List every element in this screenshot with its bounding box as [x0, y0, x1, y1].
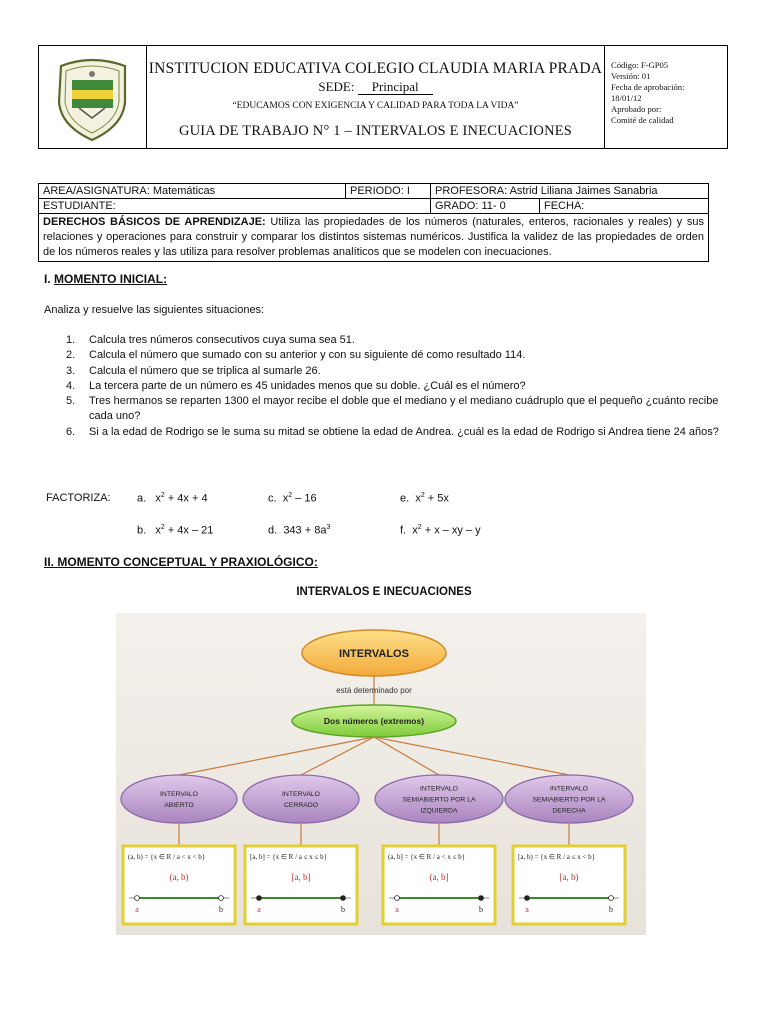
- sede-line: [146, 79, 605, 95]
- situation-item: [44, 425, 724, 440]
- situation-text: Tres hermanos se reparten 1300 el mayor recibe el doble que el mediano y el mediano cuádruplo que el pequeño ¿cuánto recibe cada uno?: [89, 395, 719, 423]
- endpoint-a-label: a: [257, 905, 261, 914]
- date-cell: FECHA:: [540, 199, 709, 214]
- section-2-title-text: MOMENTO CONCEPTUAL Y PRAXIOLÓGICO:: [57, 555, 318, 569]
- interval-notation: (a, b]: [429, 872, 449, 882]
- endpoint-b-marker: [341, 896, 346, 901]
- interval-set-notation: (a, b] = {x ∈ R / a < x ≤ b}: [388, 853, 466, 861]
- situation-text: Calcula el número que sumado con su anterior y con su siguiente dé como resultado 114.: [89, 349, 526, 362]
- factor-a-rest: + 4x + 4: [164, 492, 208, 505]
- section-2-subtitle: INTERVALOS E INECUACIONES: [296, 586, 472, 598]
- situation-text: Calcula el número que se triplica al sumarle 26.: [89, 364, 321, 377]
- factor-item-c: [268, 492, 317, 505]
- section-2-prefix: II.: [44, 555, 58, 569]
- header-center: [146, 46, 605, 148]
- factoriza-label: FACTORIZA:: [46, 492, 111, 504]
- interval-type-label: SEMIABIERTO POR LA: [532, 796, 606, 804]
- situation-number: 3.: [66, 364, 76, 377]
- factor-d-label: d.: [268, 524, 278, 537]
- factor-item-a: [137, 492, 208, 505]
- factor-item-f: [400, 524, 481, 537]
- interval-type-label: ABIERTO: [164, 802, 194, 809]
- endpoint-b-marker: [479, 896, 484, 901]
- factor-a-label: a.: [137, 492, 147, 505]
- interval-type-label: CERRADO: [284, 802, 318, 809]
- endpoint-b-label: b: [609, 905, 613, 914]
- endpoint-a-marker: [135, 896, 140, 901]
- factor-item-d: [268, 524, 330, 537]
- interval-type-label: INTERVALO: [160, 791, 198, 798]
- interval-set-notation: [a, b] = {x ∈ R / a ≤ x ≤ b}: [250, 853, 327, 861]
- root-node-label: INTERVALOS: [339, 648, 409, 660]
- dba-text: Utiliza las propiedades de los números (naturales, enteros, racionales y reales) y sus relaciones y operaciones para construir y comparar los distintos sistemas numéricos. Justifica la validez de las propiedades de orden de los números reales y las utiliza para resolver problemas analíticos que se modelen con inecuaciones.: [43, 216, 704, 258]
- factor-d-exp: 3: [326, 524, 331, 531]
- factor-c-rest: – 16: [292, 492, 317, 505]
- section-1-intro: Analiza y resuelve las siguientes situaciones:: [44, 304, 265, 316]
- endpoint-b-label: b: [219, 905, 223, 914]
- situation-item: [44, 379, 724, 394]
- factor-f-label: f.: [400, 524, 407, 537]
- period-cell: PERIODO: I: [346, 184, 431, 199]
- factor-a-base: x: [155, 492, 161, 505]
- endpoint-a-label: a: [525, 905, 529, 914]
- situation-item: [44, 348, 724, 363]
- endpoint-a-label: a: [135, 905, 139, 914]
- middle-node-label: Dos números (extremos): [323, 716, 425, 726]
- endpoint-a-marker: [257, 896, 262, 901]
- factor-b-exp: 2: [160, 524, 165, 531]
- intervals-concept-map: [116, 613, 646, 935]
- area-cell: AREA/ASIGNATURA: Matemáticas: [39, 184, 346, 199]
- institution-name: INSTITUCION EDUCATIVA COLEGIO CLAUDIA MARIA PRADA: [148, 60, 603, 77]
- dba-label: DERECHOS BÁSICOS DE APRENDIZAJE:: [43, 216, 266, 228]
- approval-date-label: Fecha de aprobación:: [611, 82, 685, 92]
- interval-type-node: [243, 775, 359, 823]
- interval-type-label: IZQUIERDA: [420, 807, 458, 815]
- section-1-heading: [44, 272, 167, 286]
- dba-cell: [39, 214, 709, 262]
- situation-number: 2.: [66, 349, 76, 362]
- interval-set-notation: (a, b) = {x ∈ R / a < x < b}: [128, 853, 206, 861]
- interval-notation: (a, b): [169, 872, 189, 882]
- situation-text: Calcula tres números consecutivos cuya suma sea 51.: [89, 334, 355, 346]
- factor-a-exp: 2: [160, 492, 165, 499]
- factor-e-rest: + 5x: [424, 492, 449, 505]
- factor-b-base: x: [155, 524, 161, 537]
- endpoint-b-label: b: [341, 905, 345, 914]
- section-1-title: MOMENTO INICIAL:: [54, 272, 168, 286]
- document-header: [38, 45, 728, 149]
- interval-type-label: INTERVALO: [420, 785, 458, 793]
- situation-number: 4.: [66, 379, 76, 392]
- interval-type-label: INTERVALO: [282, 791, 320, 798]
- factor-f-exp: 2: [417, 524, 422, 531]
- situation-text: Si a la edad de Rodrigo se le suma su mitad se obtiene la edad de Andrea. ¿cuál es la edad de Rodrigo si Andrea tiene 24 años?: [89, 425, 719, 438]
- factor-c-base: x: [282, 492, 289, 505]
- approved-by-label: Aprobado por:: [611, 104, 662, 114]
- interval-type-label: SEMIABIERTO POR LA: [402, 796, 476, 804]
- factor-f-base: x: [412, 524, 418, 537]
- interval-notation: [a, b]: [291, 872, 311, 882]
- factor-b-label: b.: [137, 524, 147, 537]
- document-control-cell: [604, 46, 727, 148]
- grade-cell: GRADO: 11- 0: [431, 199, 540, 214]
- school-logo-cell: [39, 46, 147, 148]
- endpoint-a-label: a: [395, 905, 399, 914]
- factor-e-base: x: [415, 492, 421, 505]
- factor-e-exp: 2: [420, 492, 425, 499]
- section-2-title: [44, 555, 318, 569]
- document-version: Versión: 01: [611, 71, 651, 81]
- school-motto: “EDUCAMOS CON EXIGENCIA Y CALIDAD PARA TODA LA VIDA”: [232, 101, 519, 111]
- situations-list: [44, 333, 724, 440]
- factor-c-exp: 2: [288, 492, 293, 499]
- document-code: Código: F-GP05: [611, 60, 669, 70]
- situation-item: [44, 333, 724, 348]
- endpoint-b-marker: [219, 896, 224, 901]
- factor-item-e: [400, 492, 449, 505]
- section-1-prefix: I.: [44, 272, 55, 286]
- factor-f-rest: + x – xy – y: [421, 524, 481, 537]
- endpoint-b-label: b: [479, 905, 483, 914]
- guide-title: GUIA DE TRABAJO N° 1 – INTERVALOS E INECUACIONES: [178, 123, 573, 139]
- situation-number: 5.: [66, 395, 76, 408]
- connector-label: está determinado por: [336, 686, 412, 695]
- student-cell: ESTUDIANTE:: [39, 199, 431, 214]
- interval-set-notation: [a, b) = {x ∈ R / a ≤ x < b}: [518, 853, 596, 861]
- approved-by: Comité de calidad: [611, 115, 674, 125]
- endpoint-a-marker: [525, 896, 530, 901]
- section-2-heading: [44, 555, 318, 569]
- situation-number: 1.: [66, 334, 76, 346]
- situation-item: [44, 394, 724, 425]
- situation-item: [44, 364, 724, 379]
- factor-b-rest: + 4x – 21: [164, 524, 214, 537]
- endpoint-b-marker: [609, 896, 614, 901]
- factor-d-base: 343 + 8a: [283, 524, 327, 537]
- sede-value: Principal: [358, 79, 433, 95]
- school-shield-icon: [39, 46, 146, 148]
- factor-item-b: [137, 524, 213, 537]
- interval-type-label: INTERVALO: [550, 785, 588, 793]
- info-table: [38, 183, 709, 262]
- situation-number: 6.: [66, 425, 76, 438]
- interval-notation: [a, b): [559, 872, 579, 882]
- approval-date: 18/01/12: [611, 93, 642, 103]
- factor-c-label: c.: [268, 492, 277, 505]
- interval-type-label: DERECHA: [552, 807, 586, 815]
- interval-type-node: [121, 775, 237, 823]
- factor-e-label: e.: [400, 492, 410, 505]
- situation-text: La tercera parte de un número es 45 unidades menos que su doble. ¿Cuál es el número?: [89, 379, 526, 392]
- sede-label: SEDE:: [318, 79, 355, 94]
- endpoint-a-marker: [395, 896, 400, 901]
- teacher-cell: PROFESORA: Astrid Liliana Jaimes Sanabria: [431, 184, 709, 199]
